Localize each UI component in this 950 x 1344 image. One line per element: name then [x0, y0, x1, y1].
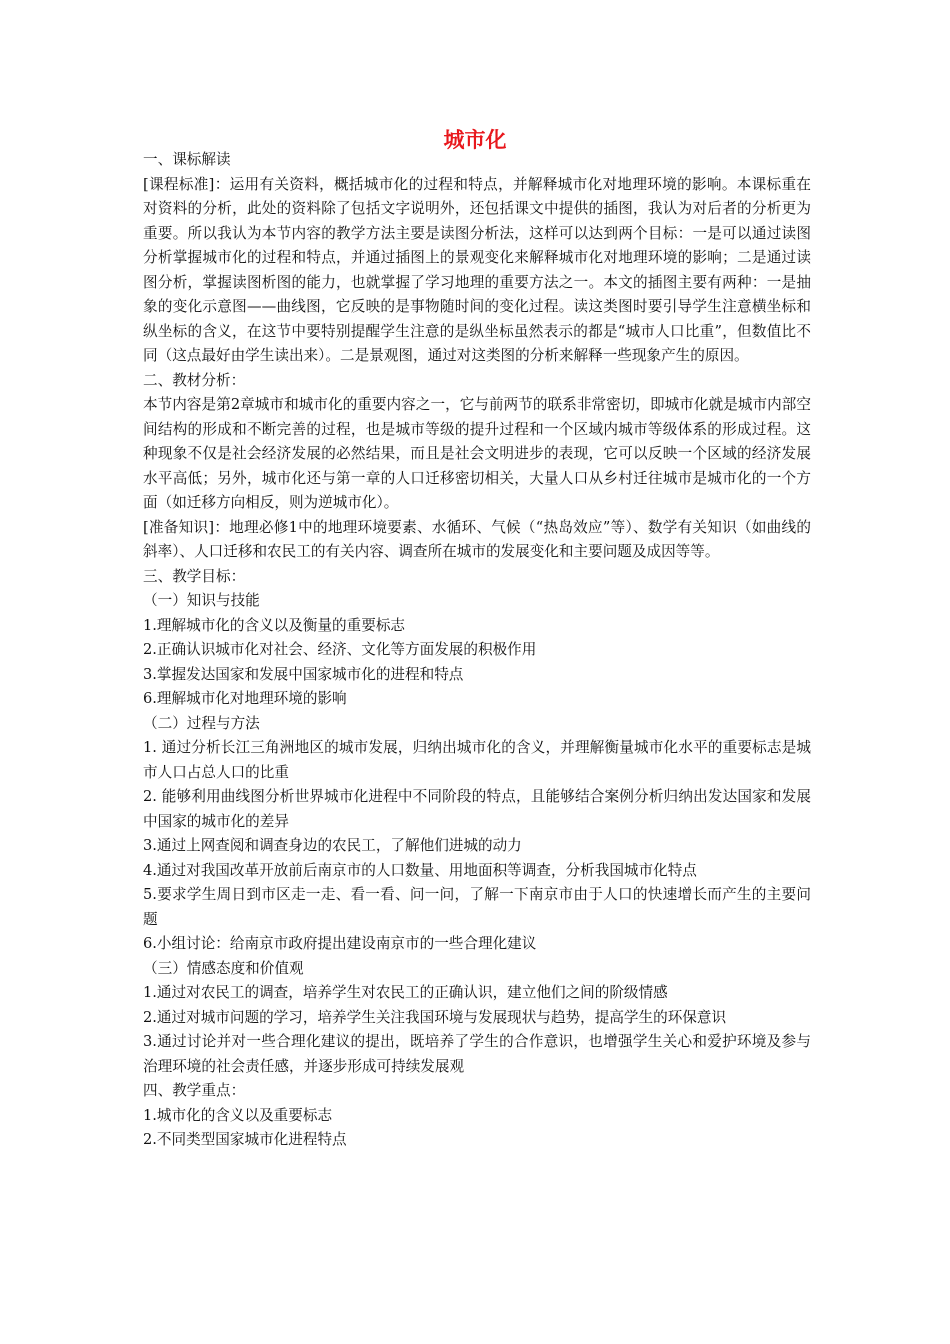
list-item: 6.理解城市化对地理环境的影响: [143, 690, 347, 707]
list-item: 3.掌握发达国家和发展中国家城市化的进程和特点: [143, 665, 464, 683]
list-item: 1.理解城市化的含义以及衡量的重要标志: [143, 616, 406, 634]
section2-paragraph: 本节内容是第2章城市和城市化的重要内容之一，它与前两节的联系非常密切，即城市化就是城市内部空间结构的形成和不断完善的过程，也是城市等级的提升过程和一个区域内城市等级体系的形成过程。这种现象不仅是社会经济发展的必然结果，而且是社会文明进步的表现，它可以反映一个区域的经济发展水平高低；另外，城市化还与第一章的人口迁移密切相关，大量人口从乡村迁往城市是城市化的一个方面（如迁移方向相反，则为逆城市化）。: [143, 396, 811, 511]
section2-heading: 二、教材分析：: [143, 371, 246, 389]
document-body: [143, 148, 811, 1153]
section4-heading: 四、教学重点：: [143, 1082, 246, 1099]
page-title: 城市化: [443, 128, 507, 152]
subsection-knowledge-heading: （一）知识与技能: [143, 592, 260, 609]
list-item: 5.要求学生周日到市区走一走、看一看、问一问，了解一下南京市由于人口的快速增长而产生的主要问题: [143, 886, 811, 928]
list-item: 3.通过讨论并对一些合理化建议的提出，既培养了学生的合作意识，也增强学生关心和爱护环境及参与治理环境的社会责任感，并逐步形成可持续发展观: [143, 1033, 811, 1075]
list-item: 3.通过上网查阅和调查身边的农民工，了解他们进城的动力: [143, 837, 522, 854]
section3-heading: 三、教学目标：: [143, 567, 246, 585]
subsection-process-heading: （二）过程与方法: [143, 714, 260, 732]
list-item: 2.正确认识城市化对社会、经济、文化等方面发展的积极作用: [143, 641, 537, 658]
section2-prerequisite: [准备知识]：地理必修1中的地理环境要素、水循环、气候（“热岛效应”等）、数学有关知识（如曲线的斜率）、人口迁移和农民工的有关内容、调查所在城市的发展变化和主要问题及成因等等。: [143, 518, 811, 560]
list-item: 1.通过对农民工的调查，培养学生对农民工的正确认识，建立他们之间的阶级情感: [143, 984, 668, 1001]
list-item: 1. 通过分析长江三角洲地区的城市发展，归纳出城市化的含义，并理解衡量城市化水平的重要标志是城市人口占总人口的比重: [143, 739, 811, 781]
list-item: 2.不同类型国家城市化进程特点: [143, 1131, 347, 1148]
list-item: 2.通过对城市问题的学习，培养学生关注我国环境与发展现状与趋势，提高学生的环保意识: [143, 1008, 727, 1026]
list-item: 2. 能够利用曲线图分析世界城市化进程中不同阶段的特点，且能够结合案例分析归纳出发达国家和发展中国家的城市化的差异: [143, 788, 811, 830]
subsection-values-heading: （三）情感态度和价值观: [143, 959, 304, 977]
section1-heading: 一、课标解读: [143, 151, 231, 168]
section1-paragraph: [课程标准]：运用有关资料，概括城市化的过程和特点，并解释城市化对地理环境的影响。本课标重在对资料的分析，此处的资料除了包括文字说明外，还包括课文中提供的插图，我认为对后者的分析更为重要。所以我认为本节内容的教学方法主要是读图分析法，这样可以达到两个目标：一是可以通过读图分析掌握城市化的过程和特点，并通过插图上的景观变化来解释城市化对地理环境的影响；二是通过读图分析，掌握读图析图的能力，也就掌握了学习地理的重要方法之一。本文的插图主要有两种：一是抽象的变化示意图——曲线图，它反映的是事物随时间的变化过程。读这类图时要引导学生注意横坐标和纵坐标的含义，在这节中要特别提醒学生注意的是纵坐标虽然表示的都是“城市人口比重”，但数值比不同（这点最好由学生读出来）。二是景观图，通过对这类图的分析来解释一些现象产生的原因。: [143, 175, 811, 364]
list-item: 1.城市化的含义以及重要标志: [143, 1106, 333, 1124]
list-item: 6.小组讨论：给南京市政府提出建设南京市的一些合理化建议: [143, 935, 537, 952]
list-item: 4.通过对我国改革开放前后南京市的人口数量、用地面积等调查，分析我国城市化特点: [143, 861, 697, 879]
